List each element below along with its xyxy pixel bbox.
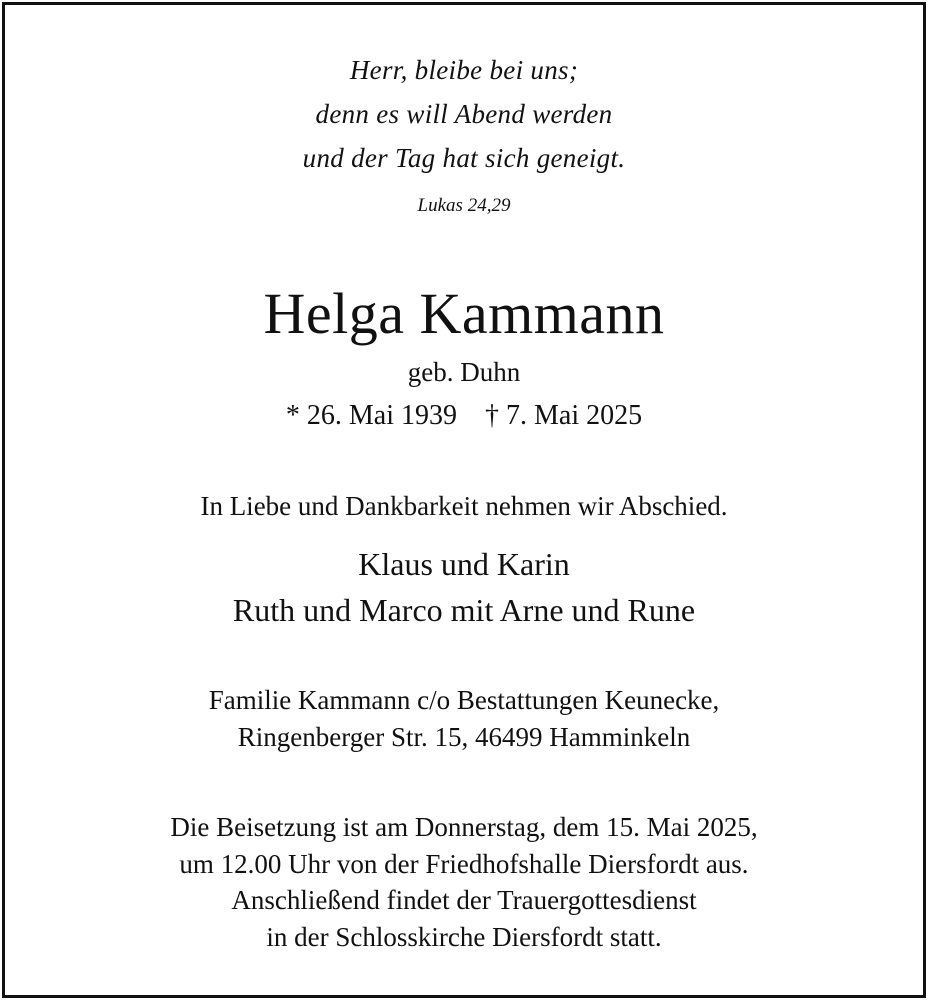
mourner-line-2: Ruth und Marco mit Arne und Rune	[232, 592, 696, 628]
service-line-2: um 12.00 Uhr von der Friedhofshalle Diersfordt aus.	[179, 849, 749, 879]
service-line-1: Die Beisetzung ist am Donnerstag, dem 15. Mai 2025,	[170, 812, 758, 842]
verse-reference: Lukas 24,29	[417, 195, 511, 216]
address-line-1: Familie Kammann c/o Bestattungen Keunecke,	[208, 685, 720, 715]
verse-line-3: und der Tag hat sich geneigt.	[302, 143, 626, 173]
life-dates	[0, 400, 928, 432]
farewell-text: In Liebe und Dankbarkeit nehmen wir Abschied.	[200, 491, 728, 521]
death-date: † 7. Mai 2025	[485, 400, 643, 431]
service-line-3: Anschließend findet der Trauergottesdienst	[231, 885, 697, 915]
verse-line-2: denn es will Abend werden	[315, 99, 613, 129]
service-line-4: in der Schlosskirche Diersfordt statt.	[266, 922, 662, 952]
maiden-name: geb. Duhn	[407, 357, 521, 387]
address-line-2: Ringenberger Str. 15, 46499 Hamminkeln	[237, 722, 691, 752]
deceased-name: Helga Kammann	[263, 281, 665, 346]
verse-line-1: Herr, bleibe bei uns;	[349, 55, 579, 85]
mourner-line-1: Klaus und Karin	[358, 546, 570, 582]
birth-date: * 26. Mai 1939	[285, 400, 457, 431]
